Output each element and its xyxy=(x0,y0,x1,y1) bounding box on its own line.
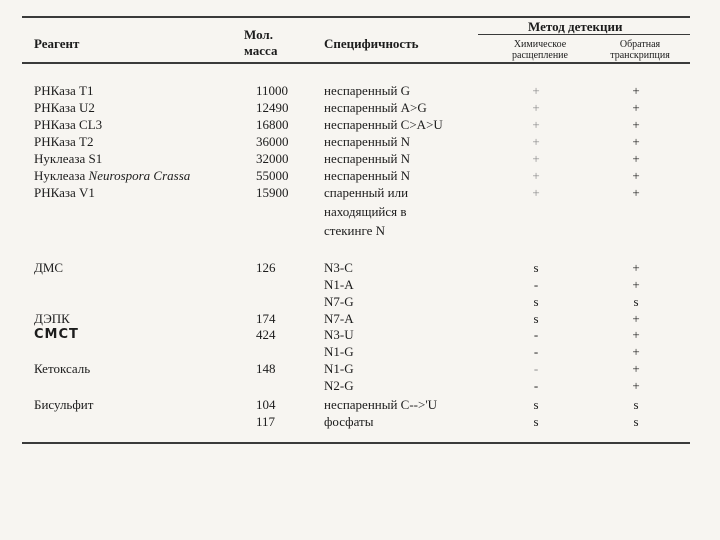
header-mass-line2: масса xyxy=(244,43,278,58)
top-rule xyxy=(22,16,690,18)
reagent-cmct-handwritten: CMCT xyxy=(34,327,79,342)
reagent-kethoxal: Кетоксаль xyxy=(34,361,91,376)
rt-nuclease-s1: + xyxy=(632,151,640,166)
chem-kethoxal-n2g: - xyxy=(533,378,539,393)
mass-kethoxal: 148 xyxy=(256,361,276,376)
chem-dms-n1a: - xyxy=(533,277,539,292)
mass-dms: 126 xyxy=(256,260,276,275)
mass-rnase-u2: 12490 xyxy=(256,100,289,115)
mass-rnase-cl3: 16800 xyxy=(256,117,289,132)
bottom-rule xyxy=(22,442,690,444)
mass-nuclease-s1: 32000 xyxy=(256,151,289,166)
mass-depc: 174 xyxy=(256,311,276,326)
chem-bisulfite-phosphates: s xyxy=(533,414,539,429)
chem-rnase-t2: + xyxy=(532,134,540,149)
rt-bisulfite-phosphates: s xyxy=(633,414,639,429)
spec-dms-n3c: N3-C xyxy=(324,260,353,275)
spec-cmct-n3u: N3-U xyxy=(324,327,354,342)
mass-rnase-t2: 36000 xyxy=(256,134,289,149)
chem-rnase-u2: + xyxy=(532,100,540,115)
header-chem-line2: расщепление xyxy=(512,50,568,61)
mass-rnase-t1: 11000 xyxy=(256,83,289,98)
reagent-depc: ДЭПК xyxy=(34,311,70,326)
spec-dms-n7g: N7-G xyxy=(324,294,354,309)
chem-rnase-cl3: + xyxy=(532,117,540,132)
rt-rnase-u2: + xyxy=(632,100,640,115)
chem-bisulfite-unpaired: s xyxy=(533,397,539,412)
rt-nuclease-neurospora: + xyxy=(632,168,640,183)
rt-rnase-t1: + xyxy=(632,83,640,98)
rt-dms-n3c: + xyxy=(632,260,640,275)
chem-nuclease-neurospora: + xyxy=(532,168,540,183)
spec-bisulfite-unpaired: неспаренный C-->'U xyxy=(324,397,438,412)
reagent-rnase-t2: РНКаза T2 xyxy=(34,134,94,149)
method-underline xyxy=(478,34,690,35)
chem-rnase-t1: + xyxy=(532,83,540,98)
reagent-neurospora-italic: Neurospora Crassa xyxy=(88,168,191,183)
rt-dms-n1a: + xyxy=(632,277,640,292)
spec-rnase-u2: неспаренный A>G xyxy=(324,100,427,115)
rt-rnase-t2: + xyxy=(632,134,640,149)
rt-kethoxal-n1g: + xyxy=(632,361,640,376)
rt-cmct-n3u: + xyxy=(632,327,640,342)
spec-depc: N7-A xyxy=(324,311,354,326)
mass-bisulfite-1: 104 xyxy=(256,397,276,412)
header-rt-line1: Обратная xyxy=(619,39,661,50)
header-mass-line1: Мол. xyxy=(244,27,273,42)
reagent-nuclease-label: Нуклеаза xyxy=(34,168,89,183)
spec-rnase-t2: неспаренный N xyxy=(324,134,411,149)
spec-cmct-n1g: N1-G xyxy=(324,344,354,359)
rt-dms-n7g: s xyxy=(633,294,639,309)
chem-depc: s xyxy=(533,311,539,326)
chem-cmct-n3u: - xyxy=(533,327,539,342)
rt-depc: + xyxy=(632,311,640,326)
header-reagent: Реагент xyxy=(34,36,80,51)
chem-nuclease-s1: + xyxy=(532,151,540,166)
rt-cmct-n1g: + xyxy=(632,344,640,359)
reagent-rnase-v1: РНКаза V1 xyxy=(34,185,95,200)
header-method: Метод детекции xyxy=(528,19,623,34)
rt-rnase-v1: + xyxy=(632,185,640,200)
spec-rnase-v1-line3: стекинге N xyxy=(324,223,386,238)
mass-rnase-v1: 15900 xyxy=(256,185,289,200)
chem-dms-n7g: s xyxy=(533,294,539,309)
reagent-dms: ДМС xyxy=(34,260,64,275)
mass-bisulfite-2: 117 xyxy=(256,414,276,429)
chem-cmct-n1g: - xyxy=(533,344,539,359)
spec-kethoxal-n2g: N2-G xyxy=(324,378,354,393)
reagent-rnase-u2: РНКаза U2 xyxy=(34,100,95,115)
header-chem-line1: Химическое xyxy=(513,39,567,50)
mass-nuclease-neurospora: 55000 xyxy=(256,168,289,183)
mass-cmct: 424 xyxy=(256,327,276,342)
spec-dms-n1a: N1-A xyxy=(324,277,354,292)
header-bottom-rule xyxy=(22,62,690,64)
spec-kethoxal-n1g: N1-G xyxy=(324,361,354,376)
chem-kethoxal-n1g: - xyxy=(533,361,539,376)
chem-rnase-v1: + xyxy=(532,185,540,200)
header-specificity: Специфичность xyxy=(324,36,419,51)
reagent-nuclease-s1: Нуклеаза S1 xyxy=(34,151,103,166)
spec-rnase-v1-line2: находящийся в xyxy=(324,204,407,219)
header-rt-line2: транскрипция xyxy=(610,50,670,61)
rt-rnase-cl3: + xyxy=(632,117,640,132)
rt-bisulfite-unpaired: s xyxy=(633,397,639,412)
reagent-rnase-cl3: РНКаза CL3 xyxy=(34,117,103,132)
rt-kethoxal-n2g: + xyxy=(632,378,640,393)
spec-nuclease-s1: неспаренный N xyxy=(324,151,411,166)
reagent-rnase-t1: РНКаза T1 xyxy=(34,83,94,98)
reagent-nuclease-neurospora xyxy=(34,168,190,183)
spec-bisulfite-phosphates: фосфаты xyxy=(324,414,374,429)
spec-rnase-cl3: неспаренный C>A>U xyxy=(324,117,443,132)
spec-nuclease-neurospora: неспаренный N xyxy=(324,168,411,183)
chem-dms-n3c: s xyxy=(533,260,539,275)
spec-rnase-v1-line1: спаренный или xyxy=(324,185,409,200)
spec-rnase-t1: неспаренный G xyxy=(324,83,411,98)
reagent-bisulfite: Бисульфит xyxy=(34,397,94,412)
